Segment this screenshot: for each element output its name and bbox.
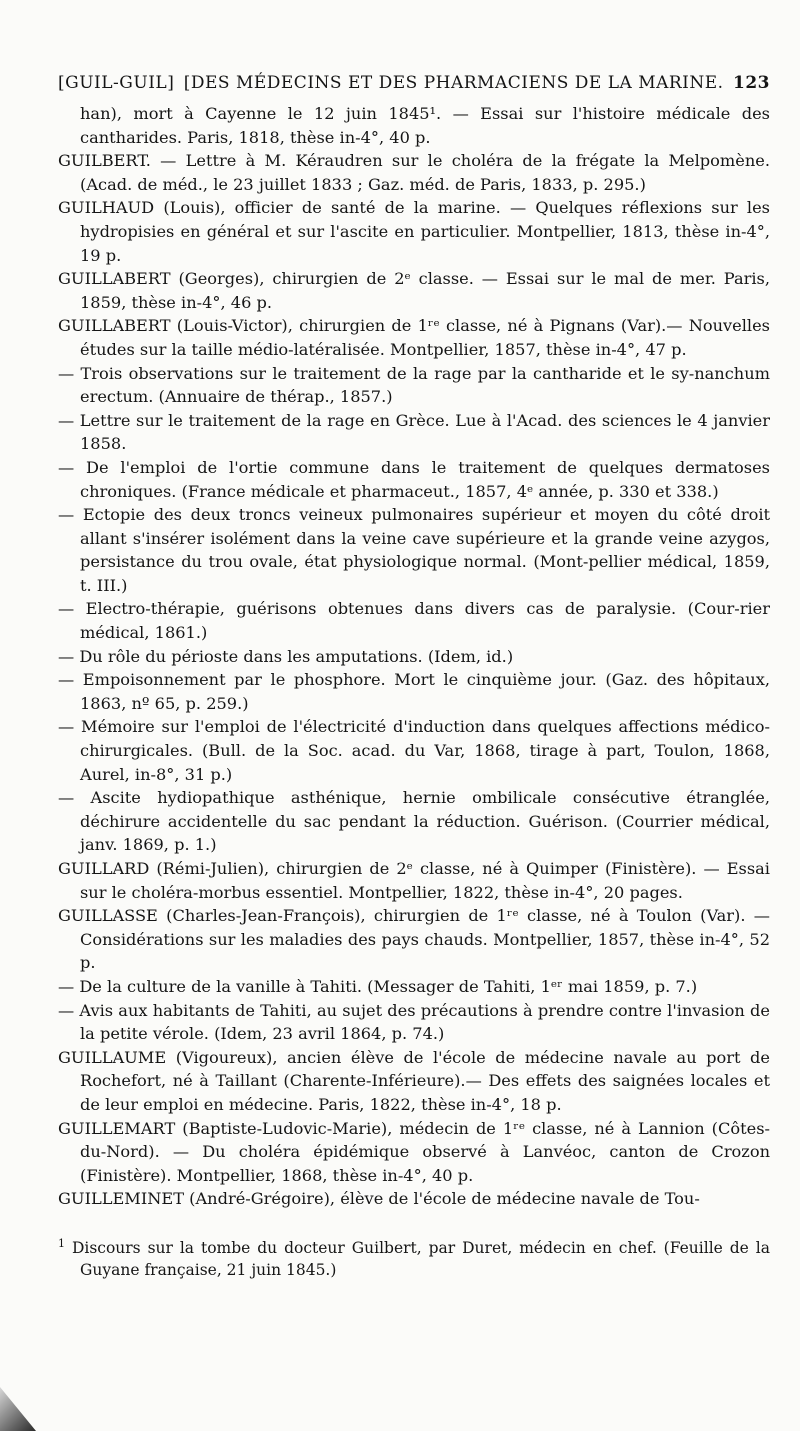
entry-guillard: GUILLARD (Rémi-Julien), chirurgien de 2ᵉ classe, né à Quimper (Finistère). — Essai sur le choléra-morbus essentiel. Montpellier, 1822, thèse in-4°, 20 pages. [58, 859, 770, 902]
entry-guillabert-louis-victor: GUILLABERT (Louis-Victor), chirurgien de 1ʳᵉ classe, né à Pignans (Var).— Nouvelles études sur la taille médio-latéralisée. Montpellier, 1857, thèse in-4°, 47 p. [58, 316, 770, 359]
entry-guillasse: GUILLASSE (Charles-Jean-François), chirurgien de 1ʳᵉ classe, né à Toulon (Var). — Considérations sur les maladies des pays chauds. Montpellier, 1857, thèse in-4°, 52 p. [58, 906, 770, 973]
sub-entry: — Avis aux habitants de Tahiti, au sujet des précautions à prendre contre l'invasion de la petite vérole. (Idem, 23 avril 1864, p. 74.) [58, 1000, 770, 1044]
entry-guillaume: GUILLAUME (Vigoureux), ancien élève de l'école de médecine navale au port de Rochefort, né à Taillant (Charente-Inférieure).— Des effets des saignées locales et de leur emploi en médecine. Paris, 1822, thèse in-4°, 18 p. [58, 1047, 770, 1114]
sub-entry: — Ectopie des deux troncs veineux pulmonaires supérieur et moyen du côté droit allant s'insérer isolément dans la veine cave supérieure et la grande veine azygos, persistance du trou ovale, état physiologique normal. (Mont-pellier médical, 1859, t. III.) [58, 505, 770, 595]
sub-entry: — Trois observations sur le traitement de la rage par la cantharide et le sy-nanchum erectum. (Annuaire de thérap., 1857.) [58, 363, 770, 407]
page-content [58, 72, 770, 1297]
entry-guilhaud: GUILHAUD (Louis), officier de santé de la marine. — Quelques réflexions sur les hydropisies en général et sur l'ascite en particulier. Montpellier, 1813, thèse in-4°, 19 p. [58, 198, 770, 265]
running-head [58, 72, 770, 94]
entry-list [58, 102, 770, 1211]
sub-entry: — Lettre sur le traitement de la rage en Grèce. Lue à l'Acad. des sciences le 4 janvier 1858. [58, 410, 770, 454]
footnote-text: Discours sur la tombe du docteur Guilbert, par Duret, médecin en chef. (Feuille de la Guyane française, 21 juin 1845.) [71, 1239, 770, 1280]
sub-entry: — Mémoire sur l'emploi de l'électricité d'induction dans quelques affections médico-chirurgicales. (Bull. de la Soc. acad. du Var, 1868, tirage à part, Toulon, 1868, Aurel, in-8°, 31 p.) [58, 717, 770, 784]
page-number: 123 [733, 73, 770, 93]
footnote-mark: 1 [58, 1236, 65, 1250]
sub-entry: — De la culture de la vanille à Tahiti. (Messager de Tahiti, 1ᵉʳ mai 1859, p. 7.) [58, 976, 698, 996]
sub-entry: — Ascite hydiopathique asthénique, hernie ombilicale consécutive étranglée, déchirure accidentelle du sac pendant la réduction. Guérison. (Courrier médical, janv. 1869, p. 1.) [58, 788, 770, 855]
entry-continuation: han), mort à Cayenne le 12 juin 1845¹. — Essai sur l'histoire médicale des cantharides. Paris, 1818, thèse in-4°, 40 p. [80, 104, 770, 147]
running-head-left: [GUIL-GUIL] [58, 73, 175, 93]
running-head-title: [DES MÉDECINS ET DES PHARMACIENS DE LA MARINE. [183, 73, 724, 93]
sub-entry: — Electro-thérapie, guérisons obtenues dans divers cas de paralysie. (Cour-rier médical, 1861.) [58, 599, 770, 643]
sub-entry: — Du rôle du périoste dans les amputations. (Idem, id.) [58, 646, 514, 666]
entry-guillabert-georges: GUILLABERT (Georges), chirurgien de 2ᵉ classe. — Essai sur le mal de mer. Paris, 1859, thèse in-4°, 46 p. [58, 269, 770, 312]
page-corner-shadow [0, 1387, 36, 1431]
entry-guilleminet: GUILLEMINET (André-Grégoire), élève de l'école de médecine navale de Tou- [58, 1189, 700, 1209]
entry-guillemart: GUILLEMART (Baptiste-Ludovic-Marie), médecin de 1ʳᵉ classe, né à Lannion (Côtes-du-Nord). — Du choléra épidémique observé à Lanvéoc, canton de Crozon (Finistère). Montpellier, 1868, thèse in-4°, 40 p. [58, 1118, 770, 1185]
footnote [58, 1233, 770, 1281]
sub-entry: — De l'emploi de l'ortie commune dans le traitement de quelques dermatoses chroniques. (France médicale et pharmaceut., 1857, 4ᵉ année, p. 330 et 338.) [58, 457, 770, 501]
entry-guilbert: GUILBERT. — Lettre à M. Kéraudren sur le choléra de la frégate la Melpomène. (Acad. de méd., le 23 juillet 1833 ; Gaz. méd. de Paris, 1833, p. 295.) [58, 151, 770, 194]
sub-entry: — Empoisonnement par le phosphore. Mort le cinquième jour. (Gaz. des hôpitaux, 1863, nº 65, p. 259.) [58, 670, 770, 713]
